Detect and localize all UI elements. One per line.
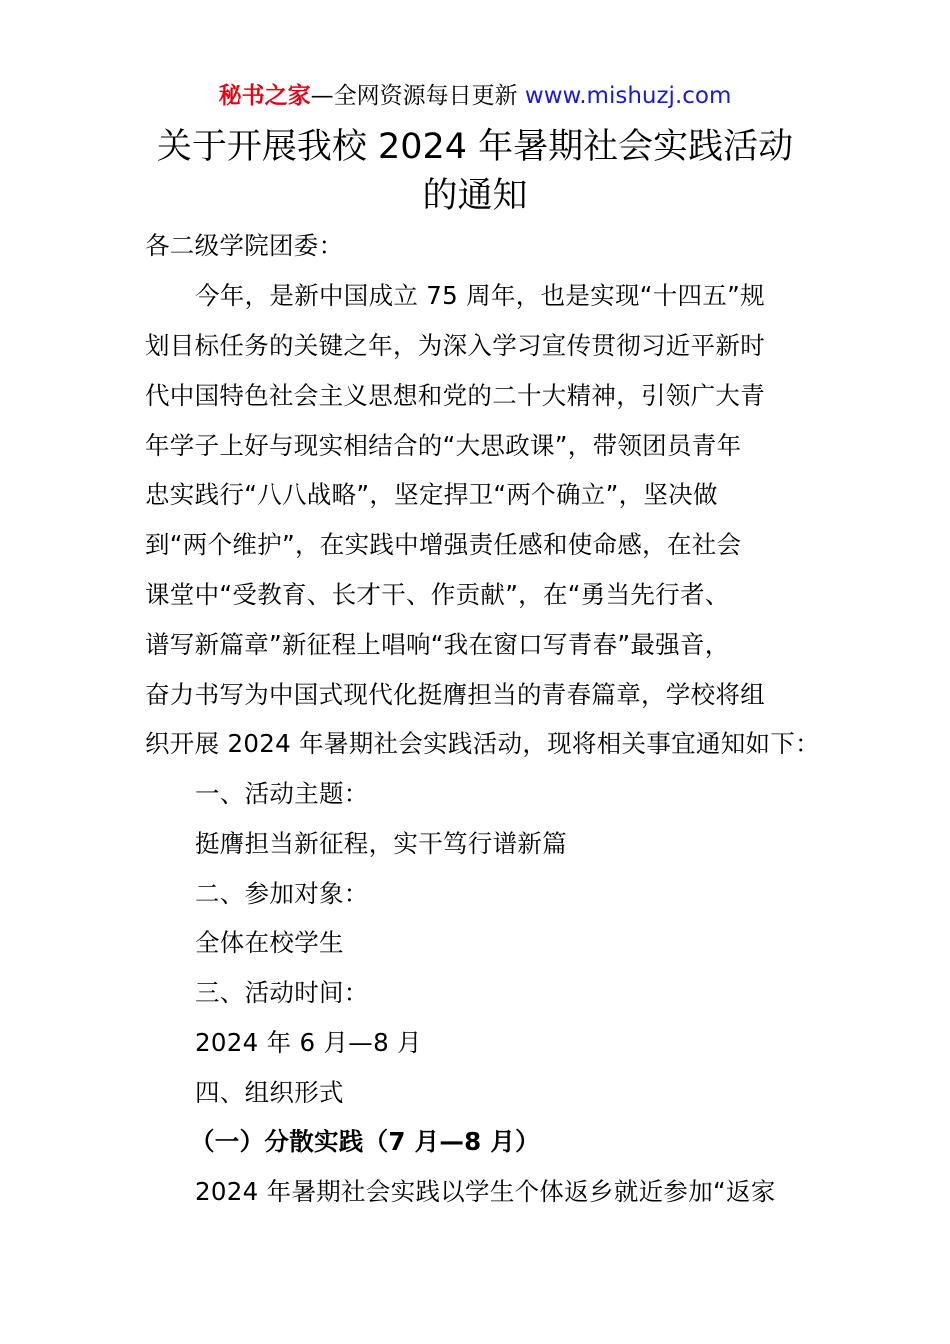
section-heading: 二、参加对象： <box>195 879 369 908</box>
section-heading: 四、组织形式 <box>195 1078 344 1107</box>
paragraph-line: 织开展 2024 年暑期社会实践活动，现将相关事宜通知如下： <box>145 729 820 758</box>
site-banner <box>0 80 950 112</box>
subsection-heading: （一）分散实践（7 月—8 月） <box>190 1127 540 1156</box>
paragraph-line: 忠实践行“八八战略”，坚定捍卫“两个确立”，坚决做 <box>145 480 718 509</box>
site-url[interactable]: www.mishuzj.com <box>524 83 732 109</box>
paragraph-line: 代中国特色社会主义思想和党的二十大精神，引领广大青 <box>145 381 765 410</box>
salutation: 各二级学院团委： <box>145 231 344 260</box>
brand-name: 秘书之家 <box>218 83 311 109</box>
section-body: 挺膺担当新征程，实干笃行谱新篇 <box>195 829 567 858</box>
section-heading: 三、活动时间： <box>195 978 369 1007</box>
section-heading: 一、活动主题： <box>195 779 369 808</box>
section-body: 2024 年 6 月—8 月 <box>195 1028 422 1057</box>
banner-tagline: —全网资源每日更新 <box>310 83 525 109</box>
paragraph-line: 谱写新篇章”新征程上唱响“我在窗口写青春”最强音， <box>145 630 730 659</box>
paragraph-line: 划目标任务的关键之年，为深入学习宣传贯彻习近平新时 <box>145 331 765 360</box>
paragraph-line: 年学子上好与现实相结合的“大思政课”，带领团员青年 <box>145 431 742 460</box>
document-title-line-1: 关于开展我校 2024 年暑期社会实践活动 <box>156 127 794 167</box>
document-title-line-2: 的通知 <box>422 176 528 216</box>
paragraph-line: 2024 年暑期社会实践以学生个体返乡就近参加“返家 <box>195 1177 776 1206</box>
paragraph-line: 奋力书写为中国式现代化挺膺担当的青春篇章，学校将组 <box>145 680 765 709</box>
paragraph-line: 课堂中“受教育、长才干、作贡献”，在“勇当先行者、 <box>145 580 730 609</box>
section-body: 全体在校学生 <box>195 928 344 957</box>
paragraph-line: 到“两个维护”，在实践中增强责任感和使命感，在社会 <box>145 530 742 559</box>
paragraph-line: 今年，是新中国成立 75 周年，也是实现“十四五”规 <box>195 281 765 310</box>
